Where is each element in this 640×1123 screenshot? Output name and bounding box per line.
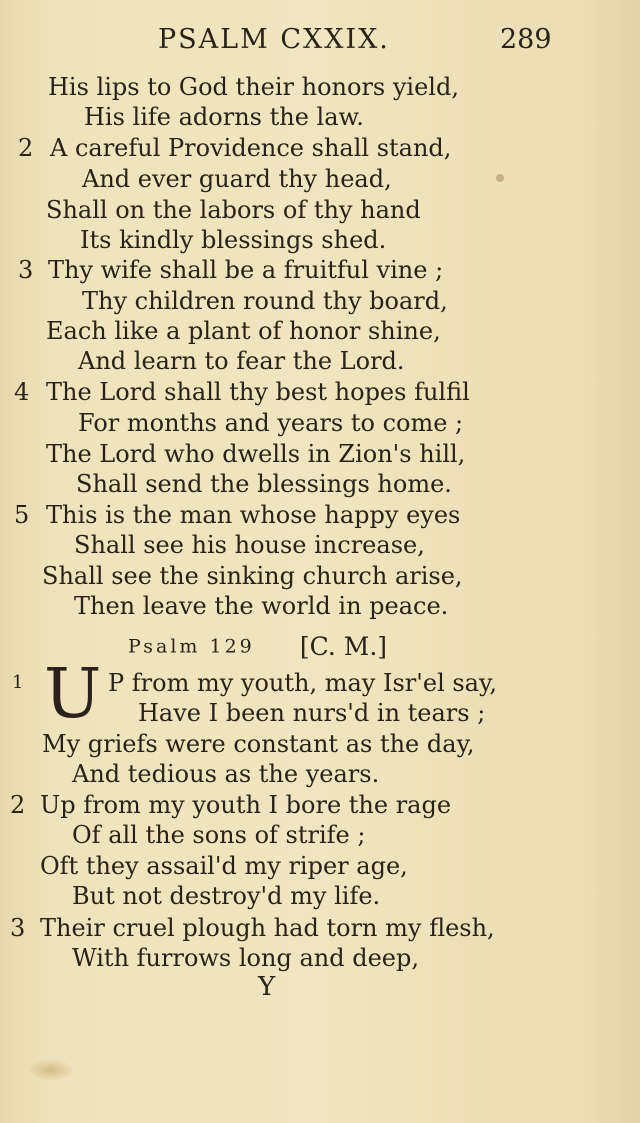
verse-line: Thy wife shall be a fruitful vine ;: [48, 256, 444, 284]
stanza-number: 3: [18, 256, 34, 284]
verse-line: P from my youth, may Isr'el say,: [108, 669, 497, 697]
running-head: PSALM CXXIX.: [158, 24, 390, 55]
verse-line: Shall see his house increase,: [74, 531, 425, 559]
verse-line: Their cruel plough had torn my flesh,: [40, 914, 495, 942]
verse-line: The Lord who dwells in Zion's hill,: [46, 440, 466, 468]
paper-stain: [30, 1060, 72, 1080]
drop-cap: U: [44, 655, 102, 734]
verse-line: For months and years to come ;: [78, 409, 464, 437]
stanza-number: 2: [10, 791, 26, 819]
verse-line: And ever guard thy head,: [82, 165, 392, 193]
verse-line: My griefs were constant as the day,: [42, 730, 475, 758]
verse-line: But not destroy'd my life.: [72, 882, 381, 910]
verse-line: His lips to God their honors yield,: [48, 73, 459, 101]
verse-line: His life adorns the law.: [84, 103, 364, 131]
verse-line: With furrows long and deep,: [72, 944, 419, 972]
verse-line: The Lord shall thy best hopes fulfil: [46, 378, 470, 406]
page-number: 289: [500, 24, 552, 55]
ink-speck: [496, 174, 504, 182]
verse-line: Shall see the sinking church arise,: [42, 562, 463, 590]
verse-line: Have I been nurs'd in tears ;: [138, 699, 486, 727]
verse-line: Shall on the labors of thy hand: [46, 196, 421, 224]
psalm-heading: [128, 632, 387, 664]
psalm-title: Psalm 129: [128, 635, 255, 658]
stanza-number: 5: [14, 501, 30, 529]
verse-line: Shall send the blessings home.: [76, 470, 452, 498]
stanza-number: 3: [10, 914, 26, 942]
stanza-number: 4: [14, 378, 30, 406]
verse-line: Each like a plant of honor shine,: [46, 317, 441, 345]
verse-line: Oft they assail'd my riper age,: [40, 852, 408, 880]
verse-line: Then leave the world in peace.: [74, 592, 449, 620]
verse-line: Up from my youth I bore the rage: [40, 791, 452, 819]
verse-line: Of all the sons of strife ;: [72, 821, 366, 849]
verse-line: Thy children round thy board,: [82, 287, 448, 315]
verse-line: A careful Providence shall stand,: [50, 134, 452, 162]
signature-mark: Y: [258, 972, 276, 1002]
verse-line: This is the man whose happy eyes: [46, 501, 461, 529]
verse-line: Its kindly blessings shed.: [80, 226, 387, 254]
psalm-meter: [C. M.]: [299, 632, 388, 661]
page-header: [0, 24, 640, 58]
stanza-number: 1: [12, 672, 24, 693]
verse-line: And learn to fear the Lord.: [78, 347, 405, 375]
verse-line: And tedious as the years.: [72, 760, 380, 788]
stanza-number: 2: [18, 134, 34, 162]
